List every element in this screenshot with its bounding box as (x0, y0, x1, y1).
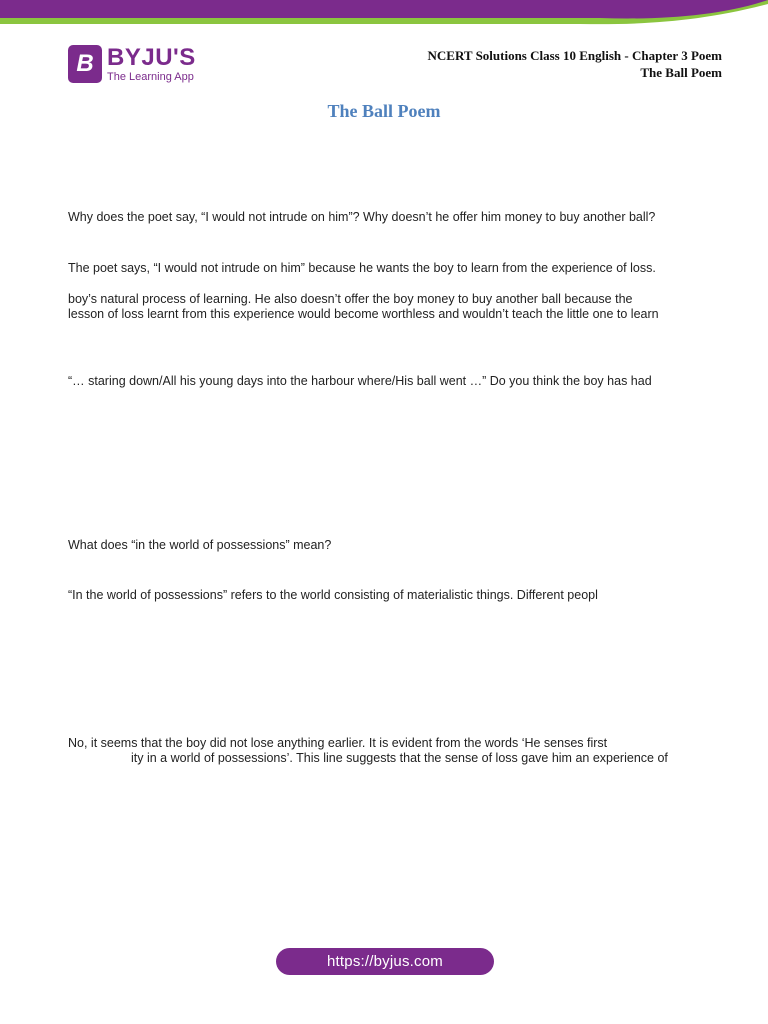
header-line-2: The Ball Poem (640, 65, 722, 80)
answer-1-line-3: lesson of loss learnt from this experience would become worthless and wouldn’t teach the little one to learn (68, 307, 659, 321)
byjus-logo (68, 45, 196, 83)
brand-tagline: The Learning App (107, 70, 194, 83)
question-1: Why does the poet say, “I would not intrude on him”? Why doesn’t he offer him money to buy another ball? (68, 210, 656, 224)
answer-3: “In the world of possessions” refers to the world consisting of materialistic things. Different peopl (68, 588, 598, 602)
answer-2-line-2: ity in a world of possessions’. This line suggests that the sense of loss gave him an experience of (131, 751, 668, 765)
logo-letter: B (76, 50, 94, 77)
question-2: “… staring down/All his young days into the harbour where/His ball went …” Do you think the boy has had (68, 374, 652, 388)
top-banner (0, 0, 768, 30)
footer-url-link[interactable]: https://byjus.com (276, 948, 494, 975)
header-title (428, 47, 723, 81)
header-line-1: NCERT Solutions Class 10 English - Chapter 3 Poem (427, 48, 722, 63)
answer-1-line-2: boy’s natural process of learning. He also doesn’t offer the boy money to buy another ball because the (68, 292, 633, 306)
question-3: What does “in the world of possessions” mean? (68, 538, 332, 552)
brand-name: BYJU'S (107, 43, 196, 71)
logo-badge-icon (68, 45, 102, 83)
answer-1-line-1: The poet says, “I would not intrude on him” because he wants the boy to learn from the experience of loss. (68, 261, 656, 275)
logo-text (107, 43, 196, 83)
answer-2-line-1: No, it seems that the boy did not lose anything earlier. It is evident from the words ‘He senses first (68, 736, 608, 750)
document-title: The Ball Poem (327, 101, 441, 121)
